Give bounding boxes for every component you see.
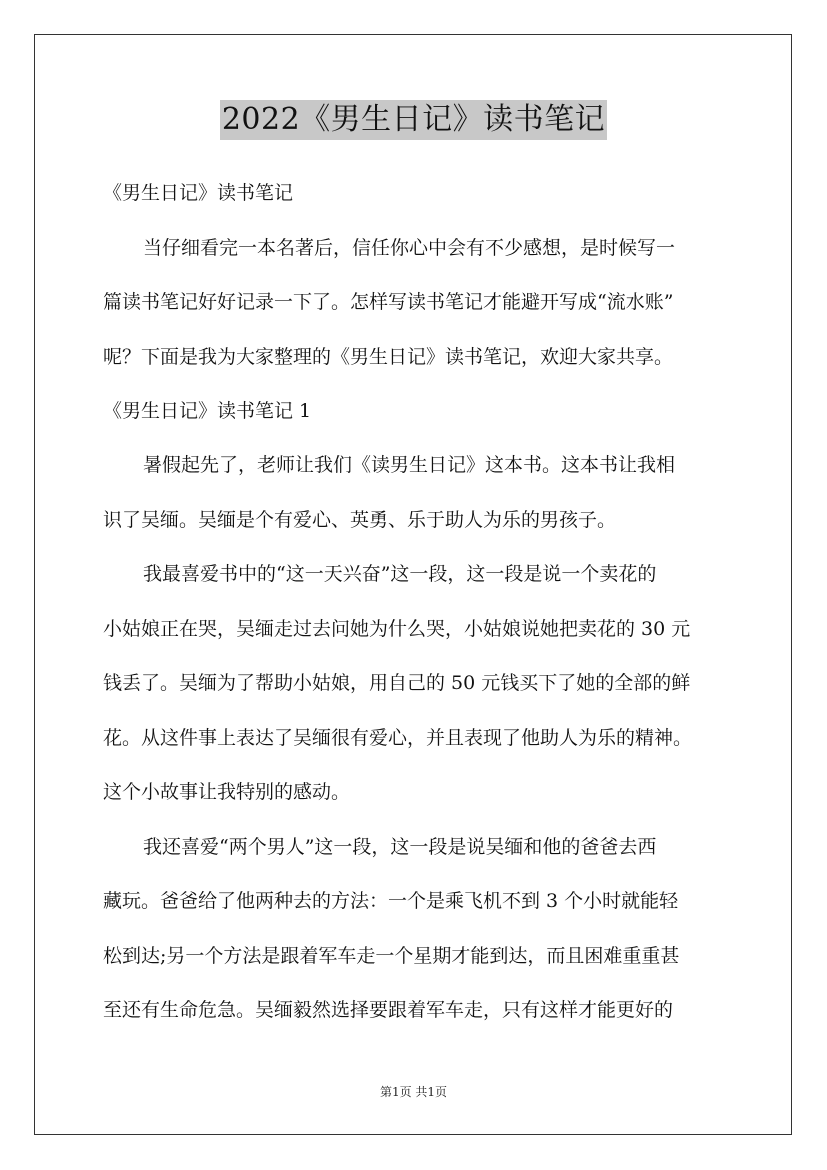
page-footer: 第1页 共1页 [379, 1085, 448, 1099]
text-line: 呢？下面是我为大家整理的《男生日记》读书笔记，欢迎大家共享。 [103, 346, 674, 368]
text-line: 我还喜爱“两个男人”这一段，这一段是说吴缅和他的爸爸去西 [143, 836, 657, 858]
text-line: 这个小故事让我特别的感动。 [103, 781, 351, 803]
text-line: 松到达;另一个方法是跟着军车走一个星期才能到达，而且困难重重甚 [103, 945, 680, 967]
text-line: 藏玩。爸爸给了他两种去的方法：一个是乘飞机不到 3 个小时就能轻 [103, 890, 679, 912]
text-line: 钱丢了。吴缅为了帮助小姑娘，用自己的 50 元钱买下了她的全部的鲜 [103, 672, 691, 694]
text-line: 我最喜爱书中的“这一天兴奋”这一段，这一段是说一个卖花的 [143, 563, 657, 585]
text-line: 识了吴缅。吴缅是个有爱心、英勇、乐于助人为乐的男孩子。 [103, 509, 617, 531]
text-line: 花。从这件事上表达了吴缅很有爱心，并且表现了他助人为乐的精神。 [103, 727, 693, 749]
text-line: 篇读书笔记好好记录一下了。怎样写读书笔记才能避开写成“流水账” [103, 291, 674, 313]
text-line: 至还有生命危急。吴缅毅然选择要跟着军车走，只有这样才能更好的 [103, 999, 674, 1021]
text-line: 暑假起先了，老师让我们《读男生日记》这本书。这本书让我相 [143, 454, 676, 476]
document-title: 2022《男生日记》读书笔记 [220, 100, 607, 140]
text-line: 《男生日记》读书笔记 [103, 182, 294, 204]
text-line: 《男生日记》读书笔记 1 [103, 400, 312, 422]
text-line: 小姑娘正在哭，吴缅走过去问她为什么哭，小姑娘说她把卖花的 30 元 [103, 618, 691, 640]
text-line: 当仔细看完一本名著后，信任你心中会有不少感想，是时候写一 [143, 237, 676, 259]
title-container [0, 100, 827, 140]
